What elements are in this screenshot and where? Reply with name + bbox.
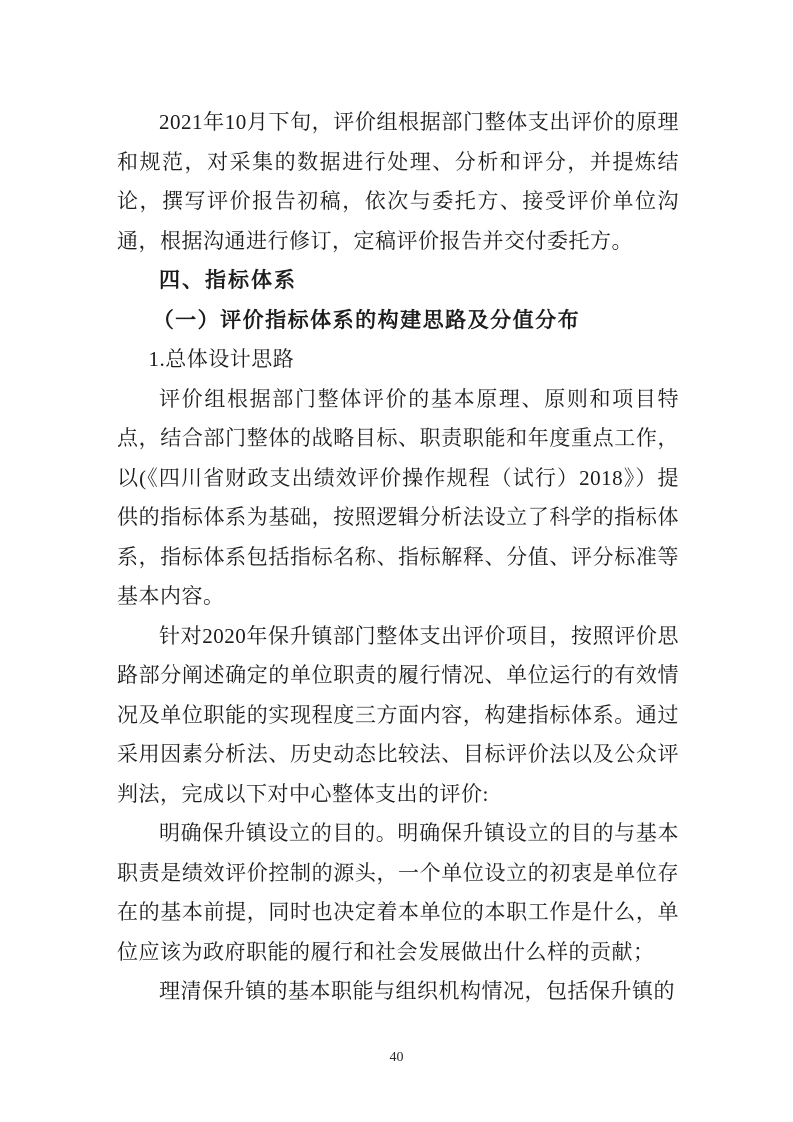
body-paragraph-2: 评价组根据部门整体评价的基本原理、原则和项目特点，结合部门整体的战略目标、职责职能和年度重点工作，以(《四川省财政支出绩效评价操作规程（试行）2018》）提供的指标体系为基础，按照逻辑分析法设立了科学的指标体系，指标体系包括指标名称、指标解释、分值、评分标准等基本内容。 [117,386,679,608]
section-heading-indicator-system: 四、指标体系 [159,269,297,292]
subsection-heading-overall-design: 1.总体设计思路 [148,347,295,371]
body-paragraph-1: 2021年10月下旬，评价组根据部门整体支出评价的原理和规范，对采集的数据进行处理、分析和评分，并提炼结论，撰写评价报告初稿，依次与委托方、接受评价单位沟通，根据沟通进行修订，定稿评价报告并交付委托方。 [117,110,679,253]
document-body [117,103,679,1012]
page-number: 40 [389,1050,404,1065]
body-paragraph-5: 理清保升镇的基本职能与组织机构情况，包括保升镇的 [159,979,675,1003]
subsection-heading-construction-approach: （一）评价指标体系的构建思路及分值分布 [152,307,581,332]
body-paragraph-3: 针对2020年保升镇部门整体支出评价项目，按照评价思路部分阐述确定的单位职责的履行情况、单位运行的有效情况及单位职能的实现程度三方面内容，构建指标体系。通过采用因素分析法、历史动态比较法、目标评价法以及公众评判法，完成以下对中心整体支出的评价: [117,623,679,806]
body-paragraph-4: 明确保升镇设立的目的。明确保升镇设立的目的与基本职责是绩效评价控制的源头，一个单位设立的初衷是单位存在的基本前提，同时也决定着本单位的本职工作是什么，单位应该为政府职能的履行和社会发展做出什么样的贡献； [117,821,679,964]
